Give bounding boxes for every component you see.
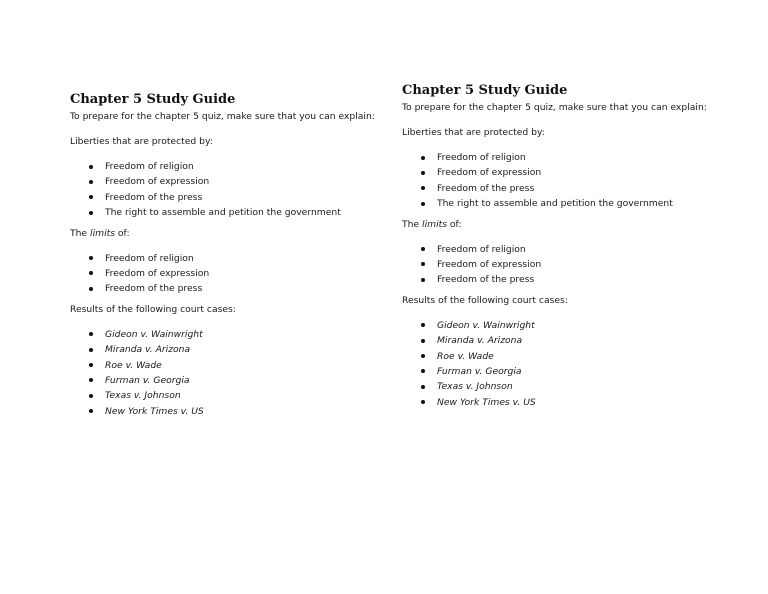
bullet-icon <box>421 186 425 190</box>
list-item: Freedom of expression <box>70 268 410 283</box>
list-item: Miranda v. Arizona <box>402 335 742 350</box>
list-item: Freedom of religion <box>70 253 410 268</box>
bullet-icon <box>421 339 425 343</box>
list-item: The right to assemble and petition the government <box>70 207 410 222</box>
list-item: Gideon v. Wainwright <box>402 320 742 335</box>
bullet-icon <box>421 354 425 358</box>
study-guide-right <box>402 82 742 412</box>
list-item: Furman v. Georgia <box>402 366 742 381</box>
study-guide-left <box>70 91 410 421</box>
bullet-icon <box>89 394 93 398</box>
list-item: Freedom of religion <box>402 152 742 167</box>
bullet-icon <box>89 180 93 184</box>
bullet-icon <box>89 211 93 215</box>
bullet-icon <box>89 348 93 352</box>
bullet-icon <box>89 271 93 275</box>
bullet-icon <box>421 323 425 327</box>
list-item: New York Times v. US <box>402 397 742 412</box>
bullet-icon <box>421 156 425 160</box>
bullet-icon <box>89 378 93 382</box>
cases-label: Results of the following court cases: <box>402 294 568 306</box>
list-item: Roe v. Wade <box>70 360 410 375</box>
list-item: The right to assemble and petition the government <box>402 198 742 213</box>
cases-list <box>402 320 742 412</box>
guide-intro: To prepare for the chapter 5 quiz, make sure that you can explain: <box>402 102 707 113</box>
list-item: Gideon v. Wainwright <box>70 329 410 344</box>
list-item: Texas v. Johnson <box>70 390 410 405</box>
list-item: Freedom of the press <box>402 183 742 198</box>
liberties-list <box>402 152 742 214</box>
bullet-icon <box>421 171 425 175</box>
limits-label: The limits of: <box>70 227 130 239</box>
list-item: Freedom of expression <box>402 259 742 274</box>
bullet-icon <box>421 202 425 206</box>
list-item: Freedom of religion <box>70 161 410 176</box>
bullet-icon <box>89 287 93 291</box>
bullet-icon <box>421 262 425 266</box>
bullet-icon <box>421 278 425 282</box>
bullet-icon <box>89 332 93 336</box>
guide-intro: To prepare for the chapter 5 quiz, make sure that you can explain: <box>70 111 375 122</box>
list-item: Freedom of expression <box>402 167 742 182</box>
bullet-icon <box>89 363 93 367</box>
bullet-icon <box>89 165 93 169</box>
limits-list <box>402 244 742 290</box>
list-item: Freedom of expression <box>70 176 410 191</box>
list-item: Freedom of religion <box>402 244 742 259</box>
list-item: Freedom of the press <box>70 283 410 298</box>
guide-title: Chapter 5 Study Guide <box>402 83 568 98</box>
cases-label: Results of the following court cases: <box>70 303 236 315</box>
list-item: Freedom of the press <box>402 274 742 289</box>
bullet-icon <box>421 247 425 251</box>
guide-title: Chapter 5 Study Guide <box>70 92 236 107</box>
list-item: Texas v. Johnson <box>402 381 742 396</box>
limits-list <box>70 253 410 299</box>
bullet-icon <box>421 400 425 404</box>
bullet-icon <box>421 385 425 389</box>
limits-label: The limits of: <box>402 218 462 230</box>
bullet-icon <box>89 409 93 413</box>
bullet-icon <box>89 256 93 260</box>
bullet-icon <box>421 369 425 373</box>
bullet-icon <box>89 195 93 199</box>
cases-list <box>70 329 410 421</box>
list-item: Freedom of the press <box>70 192 410 207</box>
liberties-list <box>70 161 410 223</box>
list-item: New York Times v. US <box>70 406 410 421</box>
list-item: Miranda v. Arizona <box>70 344 410 359</box>
liberties-label: Liberties that are protected by: <box>402 127 545 138</box>
list-item: Furman v. Georgia <box>70 375 410 390</box>
list-item: Roe v. Wade <box>402 351 742 366</box>
liberties-label: Liberties that are protected by: <box>70 136 213 147</box>
